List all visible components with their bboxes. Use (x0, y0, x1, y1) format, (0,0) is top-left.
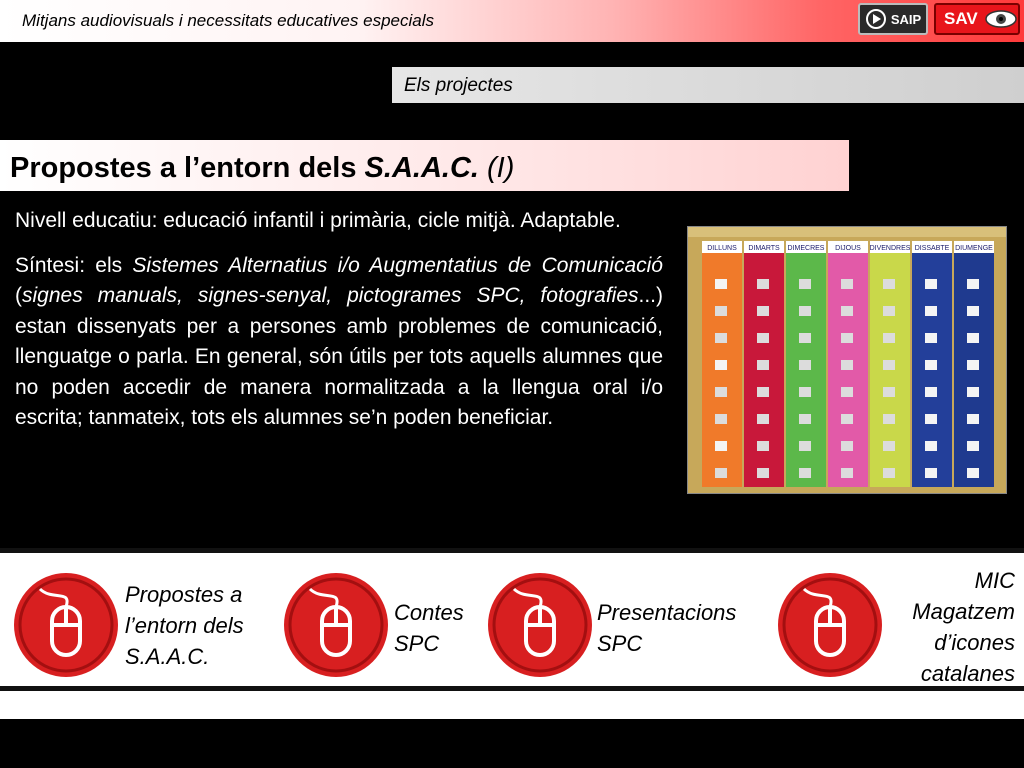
pictogram-card (715, 414, 727, 424)
pictogram-card (799, 333, 811, 343)
pictogram-card (967, 468, 979, 478)
pictogram-card (799, 279, 811, 289)
pictogram-card (715, 387, 727, 397)
pictogram-card (967, 360, 979, 370)
saip-label: SAIP (890, 11, 922, 27)
pictogram-card (883, 279, 895, 289)
day-label: DIUMENGE (955, 245, 993, 252)
pictogram-card (883, 306, 895, 316)
weekly-board-illustration (688, 227, 1007, 494)
pictogram-card (967, 387, 979, 397)
pictogram-card (883, 360, 895, 370)
pictogram-card (883, 441, 895, 451)
nav-item-saac[interactable] (0, 553, 280, 686)
mouse-icon[interactable] (12, 571, 120, 679)
bottom-band (0, 691, 1024, 719)
pictogram-card (967, 333, 979, 343)
day-label: DISSABTE (914, 245, 950, 252)
pictogram-card (841, 414, 853, 424)
nav-label-saac[interactable]: Propostes a l’entorn dels S.A.A.C. (125, 582, 244, 669)
pictogram-card (715, 306, 727, 316)
header-bar (0, 0, 1024, 42)
page-title (10, 152, 514, 185)
mouse-icon[interactable] (776, 571, 884, 679)
pictogram-card (925, 360, 937, 370)
pictogram-card (799, 414, 811, 424)
pictogram-card (841, 333, 853, 343)
weekly-board-photo (687, 226, 1007, 494)
play-icon (865, 8, 887, 30)
pictogram-card (841, 279, 853, 289)
eye-icon (984, 8, 1018, 30)
page-title-abbrev: S.A.A.C. (364, 152, 479, 184)
synthesis-lead: Síntesi: els (15, 253, 133, 277)
pictogram-card (967, 441, 979, 451)
pictogram-card (841, 360, 853, 370)
page-title-part: (I) (487, 152, 515, 184)
pictogram-card (925, 333, 937, 343)
pictogram-card (757, 414, 769, 424)
nav-item-mic[interactable] (770, 553, 1024, 686)
pictogram-card (757, 441, 769, 451)
sav-label: SAV (944, 9, 978, 28)
pictogram-card (967, 414, 979, 424)
section-label: Els projectes (404, 75, 513, 96)
pictogram-card (715, 279, 727, 289)
pictogram-card (799, 441, 811, 451)
pictogram-card (883, 468, 895, 478)
pictogram-card (925, 468, 937, 478)
pictogram-card (841, 306, 853, 316)
pictogram-card (757, 279, 769, 289)
mouse-icon[interactable] (282, 571, 390, 679)
synthesis-saac: Sistemes Alternatius i/o Augmentatius de Comunicació (132, 253, 663, 277)
pictogram-card (757, 360, 769, 370)
pictogram-card (757, 306, 769, 316)
sav-button[interactable] (934, 3, 1020, 35)
pictogram-card (757, 333, 769, 343)
synthesis-types: signes manuals, signes-senyal, pictogrames SPC, fotografies (22, 284, 639, 307)
pictogram-card (799, 360, 811, 370)
day-label: DIMARTS (748, 245, 780, 252)
pictogram-card (883, 333, 895, 343)
nav-item-contes[interactable] (280, 553, 480, 686)
nav-item-presentacions[interactable] (480, 553, 770, 686)
nav-label-contes[interactable]: Contes SPC (394, 600, 464, 656)
nav-label-mic[interactable]: MIC Magatzem d’icones catalanes (912, 568, 1015, 686)
pictogram-card (841, 468, 853, 478)
page-title-main: Propostes a l’entorn dels (10, 152, 357, 184)
pictogram-card (841, 387, 853, 397)
pictogram-card (967, 306, 979, 316)
saip-button[interactable] (858, 3, 928, 35)
pictogram-card (841, 441, 853, 451)
section-bar (392, 67, 1024, 103)
pictogram-card (715, 333, 727, 343)
pictogram-card (799, 387, 811, 397)
pictogram-card (925, 414, 937, 424)
day-label: DIVENDRES (869, 245, 911, 252)
pictogram-card (757, 468, 769, 478)
pictogram-card (799, 306, 811, 316)
day-label: DIJOUS (835, 245, 861, 252)
synthesis-rest: ...) estan dissenyats per a persones amb problemes de comunicació, llenguatge o parla. En general, són útils per tots aquells alumnes que no poden accedir de manera normalitzada a la llengua oral i/o escrita; tanmateix, tots els alumnes se’n poden beneficiar. (15, 284, 663, 429)
synthesis-paren: ( (15, 284, 22, 307)
pictogram-card (715, 468, 727, 478)
pictogram-card (925, 387, 937, 397)
header-title: Mitjans audiovisuals i necessitats educatives especials (22, 11, 434, 30)
title-bar (0, 140, 849, 191)
pictogram-card (883, 414, 895, 424)
level-paragraph: Nivell educatiu: educació infantil i primària, cicle mitjà. Adaptable. (15, 209, 621, 232)
pictogram-card (925, 279, 937, 289)
content-text (15, 206, 663, 448)
nav-strip (0, 548, 1024, 691)
pictogram-card (757, 387, 769, 397)
pictogram-card (715, 441, 727, 451)
nav-label-presentacions[interactable]: Presentacions SPC (597, 600, 737, 656)
synthesis-paragraph (15, 251, 663, 434)
mouse-icon[interactable] (486, 571, 594, 679)
day-label: DILLUNS (707, 245, 737, 252)
pictogram-card (967, 279, 979, 289)
pictogram-card (925, 441, 937, 451)
pictogram-card (883, 387, 895, 397)
pictogram-card (925, 306, 937, 316)
pictogram-card (715, 360, 727, 370)
pictogram-card (799, 468, 811, 478)
day-label: DIMECRES (787, 245, 825, 252)
